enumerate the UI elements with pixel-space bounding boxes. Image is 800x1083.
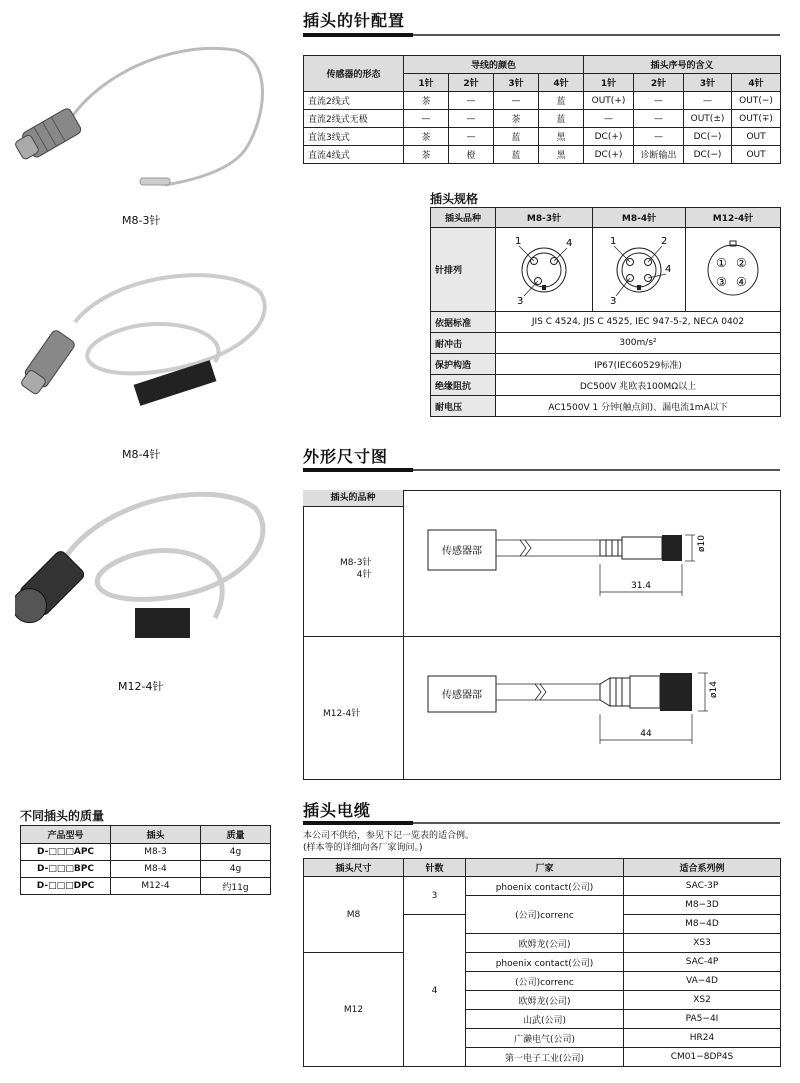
table-row: 直流3线式 茶 — 蓝 黑 DC(+) — DC(−) OUT — [304, 128, 781, 146]
pin-label: 4 — [665, 264, 672, 275]
pin-layout-label: 针排列 — [431, 228, 496, 312]
table-row: 绝缘阻抗 DC500V 兆欧表100MΩ以上 — [431, 375, 781, 396]
table-row: 耐冲击 300m/s² — [431, 333, 781, 354]
photo-caption-m8-4: M8-4针 — [122, 448, 161, 461]
pin-label: 3 — [610, 296, 617, 306]
mass-title: 不同插头的质量 — [20, 809, 105, 823]
dimensions-header: 插头的品种 — [303, 490, 404, 507]
table-row: D-□□□APC M8-3 4g — [21, 844, 271, 861]
m12-diameter-label: ø14 — [709, 681, 719, 698]
cable-note: 本公司不供给，参见下记一览表的适合例。 (样本等的详细向各厂家询问。) — [303, 831, 475, 853]
dim-row1-label: M8-3针 4针 — [340, 558, 372, 580]
pin-layout-m8-3 — [496, 228, 593, 312]
dimensions-title-rule — [303, 469, 780, 471]
m12-length-label: 44 — [640, 729, 652, 739]
cable-title-rule — [303, 822, 780, 824]
col-header-meaning: 插头序号的含义 — [584, 56, 781, 74]
cable-table: 插头尺寸 针数 厂家 适合系列例 M8 3 phoenix contact(公司) SAC-3P (公司)correnc M8−3D 4 M8−4D 欧姆龙(公司) XS3 M12 phoenix contact(公司) SAC-4P (公司)correnc VA−4D 欧姆龙(公司) XS2 山武(公司) PA5−4I 广濑电气(公司) HR24 第一电子工业(公司) CM01−8DP4S — [303, 858, 781, 1067]
pin-layout-m8-4 — [593, 228, 686, 312]
dimensions-title: 外形尺寸图 — [303, 447, 389, 466]
photo-caption-m8-3: M8-3针 — [122, 214, 161, 227]
m8-length-label: 31.4 — [630, 581, 652, 591]
pin-header: 4针 — [539, 74, 584, 92]
pin-label: ② — [736, 256, 747, 270]
pin-layout-m12-4 — [686, 228, 781, 312]
sensor-label: 传感器部 — [442, 690, 482, 701]
spec-header-item: 插头品种 — [431, 208, 496, 228]
table-row: 直流2线式无极 — — 茶 蓝 — — OUT(±) OUT(∓) — [304, 110, 781, 128]
table-row: 第一电子工业(公司) CM01−8DP4S — [304, 1048, 781, 1067]
spec-table: 插头品种 M8-3针 M8-4针 M12-4针 针排列 1 4 3 1 2 4 3 ① ② ③ ④ 依据标准 JIS C 4524, JIS C 4525, IEC 947-5-2, NECA 0402 耐冲击 300m/s² 保护构造 IP67(IEC60529标准) 绝缘阻抗 DC500V 兆欧表100MΩ以上 耐电压 AC1500V 1 分钟(触点间)、漏电流1mA以下 — [430, 207, 781, 417]
table-row: 依据标准 JIS C 4524, JIS C 4525, IEC 947-5-2, NECA 0402 — [431, 312, 781, 333]
photo-m12-4 — [15, 478, 275, 668]
dim-row2-label: M12-4针 — [323, 709, 361, 719]
table-row: 欧姆龙(公司) XS3 — [304, 934, 781, 953]
table-row: 直流2线式 茶 — — 蓝 OUT(+) — — OUT(−) — [304, 92, 781, 110]
pin-header: 3针 — [494, 74, 539, 92]
pin-label: ④ — [736, 275, 747, 289]
sensor-label: 传感器部 — [442, 546, 482, 557]
table-row: M12 phoenix contact(公司) SAC-4P — [304, 953, 781, 972]
pin-header: 1针 — [584, 74, 634, 92]
dimensions-row-divider — [303, 636, 780, 637]
table-row: 山武(公司) PA5−4I — [304, 1010, 781, 1029]
pin-label: 1 — [515, 236, 522, 247]
table-row: 广濑电气(公司) HR24 — [304, 1029, 781, 1048]
pin-label: 1 — [610, 236, 617, 247]
table-row: 直流4线式 茶 橙 蓝 黑 DC(+) 诊断输出 DC(−) OUT — [304, 146, 781, 164]
table-row: 4 M8−4D — [304, 915, 781, 934]
table-row: 耐电压 AC1500V 1 分钟(触点间)、漏电流1mA以下 — [431, 396, 781, 417]
table-row: (公司)correnc VA−4D — [304, 972, 781, 991]
pin-config-title: 插头的针配置 — [303, 11, 406, 30]
dim-drawing-m8 — [410, 512, 770, 622]
pin-config-table — [303, 55, 781, 164]
m8-diameter-label: ø10 — [697, 535, 707, 552]
pin-header: 3针 — [684, 74, 732, 92]
pin-header: 4针 — [732, 74, 781, 92]
dimensions-col-divider — [403, 490, 404, 779]
pin-label: 4 — [566, 238, 573, 249]
table-row: D-□□□BPC M8-4 4g — [21, 861, 271, 878]
pin-config-title-rule — [303, 34, 780, 36]
photo-m8-4 — [15, 262, 275, 432]
pin-label: 2 — [661, 236, 668, 247]
spec-title: 插头规格 — [430, 192, 479, 206]
table-row: M8 3 phoenix contact(公司) SAC-3P — [304, 877, 781, 896]
photo-m8-3 — [15, 40, 275, 200]
photo-caption-m12-4: M12-4针 — [118, 680, 164, 693]
mass-table: 产品型号 插头 质量 D-□□□APC M8-3 4g D-□□□BPC M8-4 4g D-□□□DPC M12-4 约11g — [20, 825, 271, 895]
table-row: 欧姆龙(公司) XS2 — [304, 991, 781, 1010]
table-row: 保护构造 IP67(IEC60529标准) — [431, 354, 781, 375]
table-row: (公司)correnc M8−3D — [304, 896, 781, 915]
pin-header: 1针 — [404, 74, 449, 92]
cable-title: 插头电缆 — [303, 801, 372, 820]
col-header-type: 传感器的形态 — [304, 56, 404, 92]
dim-drawing-m12 — [410, 656, 770, 756]
col-header-color: 导线的颜色 — [404, 56, 584, 74]
pin-header: 2针 — [634, 74, 684, 92]
pin-header: 2针 — [449, 74, 494, 92]
pin-label: ③ — [716, 275, 727, 289]
table-row: D-□□□DPC M12-4 约11g — [21, 878, 271, 895]
pin-label: 3 — [517, 296, 524, 306]
pin-label: ① — [716, 256, 727, 270]
